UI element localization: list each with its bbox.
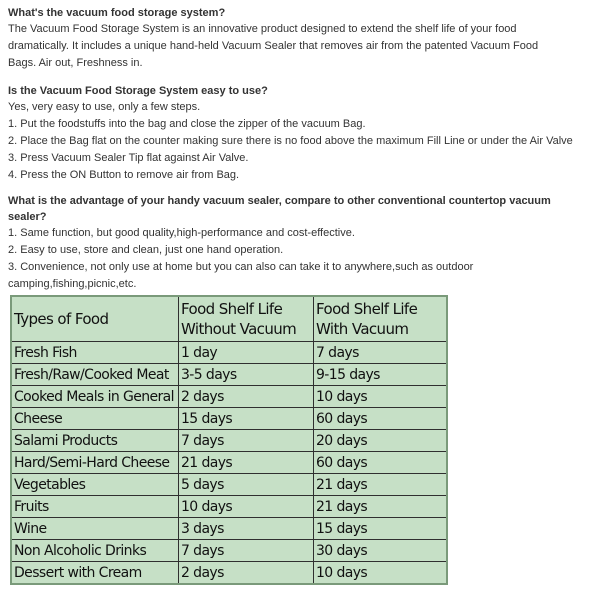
faq-answer-line: 2. Place the Bag flat on the counter making sure there is no food above the maximum Fill Line or under the Air Valve (8, 135, 573, 147)
table-row (11, 430, 447, 452)
without-vacuum-cell: 15 days (179, 408, 314, 430)
table-row (11, 474, 447, 496)
faq-question: What's the vacuum food storage system? (8, 7, 226, 19)
food-type-cell: Vegetables (11, 474, 179, 496)
with-vacuum-cell: 21 days (314, 496, 448, 518)
faq-answer-line: 3. Convenience, not only use at home but you can also can take it to anywhere,such as outdoor (8, 261, 474, 273)
shelf-life-table (10, 295, 448, 585)
header-with-vacuum (314, 296, 448, 342)
table-row (11, 364, 447, 386)
with-vacuum-cell: 20 days (314, 430, 448, 452)
faq-answer-line: dramatically. It includes a unique hand-held Vacuum Sealer that removes air from the patented Vacuum Food (8, 40, 539, 52)
faq-answer-line: 1. Put the foodstuffs into the bag and close the zipper of the vacuum Bag. (8, 118, 366, 130)
table-row (11, 452, 447, 474)
without-vacuum-cell: 1 day (179, 342, 314, 364)
header-without-vacuum (179, 296, 314, 342)
food-type-cell: Fruits (11, 496, 179, 518)
shelf-life-table-body (11, 296, 447, 584)
faq-answer-line: The Vacuum Food Storage System is an innovative product designed to extend the shelf life of your food (8, 23, 517, 35)
faq-answer-line: Yes, very easy to use, only a few steps. (8, 101, 201, 113)
food-type-cell: Fresh/Raw/Cooked Meat (11, 364, 179, 386)
table-row (11, 386, 447, 408)
table-row (11, 562, 447, 585)
faq-question: What is the advantage of your handy vacuum sealer, compare to other conventional countertop vacuum (8, 195, 551, 207)
food-type-cell: Salami Products (11, 430, 179, 452)
faq-answer-line: 2. Easy to use, store and clean, just one hand operation. (8, 244, 284, 256)
without-vacuum-cell: 10 days (179, 496, 314, 518)
with-vacuum-cell: 10 days (314, 386, 448, 408)
without-vacuum-cell: 2 days (179, 562, 314, 585)
food-type-cell: Cooked Meals in General (11, 386, 179, 408)
without-vacuum-cell: 21 days (179, 452, 314, 474)
table-row (11, 540, 447, 562)
faq-answer-line: 3. Press Vacuum Sealer Tip flat against Air Valve. (8, 152, 249, 164)
shelf-life-table-wrap (10, 295, 594, 585)
header-line: Types of Food (14, 310, 109, 328)
food-type-cell: Fresh Fish (11, 342, 179, 364)
without-vacuum-cell: 5 days (179, 474, 314, 496)
without-vacuum-cell: 3 days (179, 518, 314, 540)
faq-answer-line: Bags. Air out, Freshness in. (8, 57, 143, 69)
food-type-cell: Wine (11, 518, 179, 540)
faq-answer-line: 1. Same function, but good quality,high-performance and cost-effective. (8, 227, 355, 239)
faq-block-3 (8, 193, 594, 293)
food-type-cell: Dessert with Cream (11, 562, 179, 585)
food-type-cell: Hard/Semi-Hard Cheese (11, 452, 179, 474)
without-vacuum-cell: 3-5 days (179, 364, 314, 386)
with-vacuum-cell: 15 days (314, 518, 448, 540)
without-vacuum-cell: 7 days (179, 540, 314, 562)
table-row (11, 342, 447, 364)
header-line: With Vacuum (316, 320, 409, 338)
with-vacuum-cell: 21 days (314, 474, 448, 496)
without-vacuum-cell: 7 days (179, 430, 314, 452)
table-header-row (11, 296, 447, 342)
table-row (11, 496, 447, 518)
faq-block-1 (8, 5, 594, 72)
faq-answer-line: 4. Press the ON Button to remove air from Bag. (8, 169, 240, 181)
table-row (11, 408, 447, 430)
food-type-cell: Non Alcoholic Drinks (11, 540, 179, 562)
faq-answer-line: camping,fishing,picnic,etc. (8, 278, 137, 290)
with-vacuum-cell: 10 days (314, 562, 448, 585)
with-vacuum-cell: 60 days (314, 408, 448, 430)
food-type-cell: Cheese (11, 408, 179, 430)
header-line: Without Vacuum (181, 320, 297, 338)
with-vacuum-cell: 7 days (314, 342, 448, 364)
with-vacuum-cell: 9-15 days (314, 364, 448, 386)
header-line: Food Shelf Life (181, 300, 283, 318)
header-types-of-food (11, 296, 179, 342)
with-vacuum-cell: 60 days (314, 452, 448, 474)
header-line: Food Shelf Life (316, 300, 418, 318)
faq-block-2 (8, 83, 594, 184)
faq-question: Is the Vacuum Food Storage System easy to use? (8, 85, 268, 97)
with-vacuum-cell: 30 days (314, 540, 448, 562)
without-vacuum-cell: 2 days (179, 386, 314, 408)
table-row (11, 518, 447, 540)
faq-question: sealer? (8, 211, 47, 223)
